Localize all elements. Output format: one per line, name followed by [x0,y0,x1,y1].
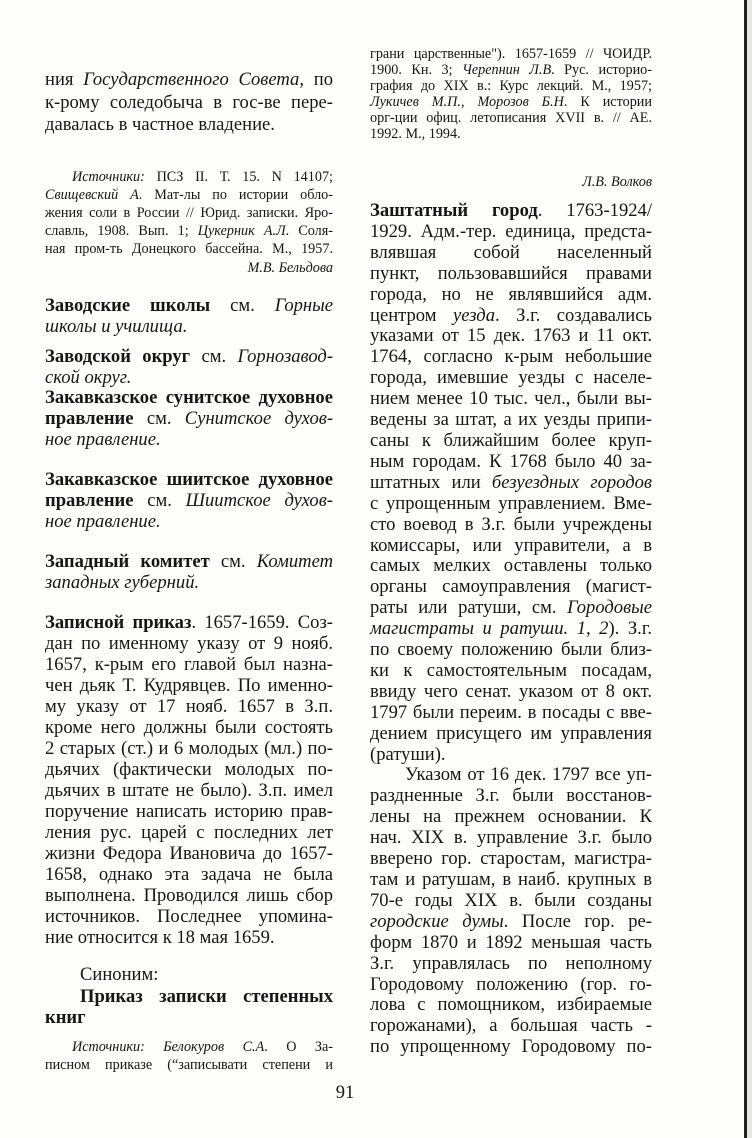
text-line [370,536,652,557]
italic-reference: Городовые [567,597,652,619]
text-line [370,452,652,473]
text-run: города, но не являвшийся адм. [370,283,652,305]
italic-reference: Источники: [72,169,145,185]
text-run: раздненные З.г. были восстанов- [370,785,652,807]
text-line [370,46,652,62]
text-line [45,717,333,738]
text-run: Синоним: [80,964,159,985]
italic-reference: ской округ. [45,367,132,388]
text-run: славль, 1908. Вып. 1; [45,223,198,239]
text-line [370,126,652,142]
text-line [45,240,333,258]
entry-term: Западный комитет [45,551,210,572]
text-line [370,264,652,285]
text-run: лены на прежнем основании. К [370,806,652,828]
text-run: . Рус. историо- [551,62,652,78]
italic-reference: школы и училища. [45,316,188,337]
italic-reference: ное правление. [45,511,161,532]
text-run: органы самоуправления (магист- [370,576,652,598]
text-line [370,975,652,996]
text-line [370,828,652,849]
text-line [370,661,652,682]
text-line [45,429,333,450]
text-line [45,346,333,367]
italic-reference: Комитет [256,551,334,572]
entry-shiit-pravlenie [45,469,333,532]
text-line [370,62,652,78]
text-line [45,675,333,696]
text-run: дьячих в штате не было). З.п. имел [45,780,333,801]
entry-term: правление [45,490,134,511]
text-line [370,243,652,264]
text-run: самых мелких оставлены только [370,555,652,577]
text-run: грани царственные"). 1657-1659 // ЧОИДР. [370,46,652,62]
text-line [370,431,652,452]
text-line [370,1037,652,1058]
text-line [45,801,333,822]
text-line [45,1038,333,1056]
text-run: там и ратушам, в наиб. крупных в [370,869,652,890]
text-run: влявшая собой населенный [370,241,652,263]
scan-margin [747,0,752,1138]
sources-paragraph [45,1038,333,1074]
text-run: форм 1870 и 1892 меньшая часть [370,931,652,953]
italic-reference: западных губерний. [45,572,200,593]
text-run: ления рус. царей с последних лет [45,822,333,843]
text-run: источников. Последнее упомина- [45,906,333,927]
italic-reference: Лукичев М.П. [370,94,461,110]
text-run: см. [133,490,186,511]
text-line [45,222,333,240]
text-line [45,114,333,137]
entry-zapisnoy-prikaz [45,612,333,948]
text-run: 1900. Кн. 3; [370,62,463,78]
italic-reference: Морозов Б.Н [477,94,564,110]
text-run: ). З.г. [608,618,652,640]
italic-reference: ное правление. [45,429,161,450]
text-run: чен дьяк Т. Кудрявцев. По именно- [45,675,333,696]
text-line [45,1056,333,1074]
text-run: см. [133,408,185,429]
text-run: писном приказе (“записывати степени и [45,1057,333,1073]
text-line [45,927,333,948]
text-run: комиссары, или управители, а в [370,534,652,556]
text-line [370,995,652,1016]
text-run: графия до XIX в.: Курс лекций. М., 1957; [370,78,652,94]
text-run: к-рому соледобыча в гос-ве пере- [45,91,333,113]
text-line [45,490,333,511]
synonym-label [45,964,333,985]
entry-term: Записной приказ [45,612,192,633]
text-run: ки к самостоятельным посадам, [370,659,652,681]
entry-zavodskoy-okrug [45,346,333,388]
author-signature: Л.В. Волков [582,174,652,190]
text-line [370,724,652,745]
text-run: ния [45,69,84,90]
text-run: 2 старых (ст.) и 6 молодых (мл.) по- [45,738,333,759]
text-run: кроме него должны были состоять [45,717,333,738]
entry-zapadny-komitet [45,551,333,593]
text-run: орг-ции офиц. летописания XVII в. // АЕ. [370,110,652,126]
text-run: ние относится к 18 мая 1659. [45,927,275,948]
text-line [45,168,333,186]
italic-reference: Источники: Белокуров С.А [72,1039,265,1055]
text-run: дьячих (фактически молодых по- [45,759,333,780]
text-line [45,316,333,337]
text-run: 1657, к-рым его главой был назна- [45,654,333,675]
text-line [45,633,333,654]
text-line [45,696,333,717]
entry-sunit-pravlenie [45,387,333,450]
text-run: . После гор. ре- [503,910,652,932]
text-line [370,849,652,870]
text-run: города, имевшие уезды с населе- [370,367,652,389]
text-run: . 1763-1924/ [537,200,652,221]
text-run: саны к ближайшим более круп- [370,429,652,451]
text-run: Городовому положению (гор. го- [370,973,652,995]
text-run: ным городам. К 1768 было 40 за- [370,450,652,472]
text-run: . К истории [563,94,652,110]
text-line [45,469,333,490]
text-run: жения соли в России // Юрид. записки. Яро- [45,205,333,221]
entry-term: Заштатный город [370,200,538,221]
text-run: горожанами), а большая часть - [370,1015,652,1037]
synonym-term [45,986,333,1028]
text-line [370,786,652,807]
text-run: . Соля- [285,223,333,239]
entry-zashtatny-gorod [370,201,652,1058]
text-line [45,387,333,408]
text-line [370,389,652,410]
text-run: нач. XIX в. управление З.г. было [370,827,652,849]
text-run: ная пром-ть Донецкого бассейна. М., 1957. [45,241,333,257]
text-line [370,110,652,126]
text-line [45,551,333,572]
text-run: 1658, однако эта задача не была [45,864,333,885]
text-line [370,556,652,577]
text-line [370,765,652,786]
text-run: по своему положению были близ- [370,639,652,661]
text-line [370,912,652,933]
entry-term: книг [45,1007,86,1028]
entry-term: Заводские школы [45,295,211,316]
text-line [370,285,652,306]
text-line [45,92,333,115]
text-run: ввиду чего сенат. указом от 8 окт. [370,680,652,702]
text-run: . Мат-лы по истории обло- [138,187,333,203]
text-run: 1929. Адм.-тер. единица, предста- [370,220,652,242]
text-run: нием менее 10 тыс. чел., были вы- [370,388,652,410]
text-line [45,367,333,388]
italic-reference: городские думы [370,910,504,932]
text-run: пункт, пользовавшийся правами [370,262,652,284]
text-run: му указу от 17 нояб. 1657 в З.п. [45,696,333,717]
text-line [370,577,652,598]
text-line [45,759,333,780]
text-run: , [460,94,478,110]
text-line [45,738,333,759]
text-line [370,954,652,975]
text-run: указами от 15 дек. 1763 и 11 окт. [370,325,652,347]
text-line [45,1007,333,1028]
text-run: 1797 были переим. в посады с вве- [370,701,652,723]
text-line [370,703,652,724]
text-run: сто воевод в З.г. были учреждены [370,513,652,535]
text-run: 1764, согласно к-рым небольшие [370,346,652,368]
text-line [370,78,652,94]
text-line [370,306,652,327]
text-run: выполнена. Проводился лишь сбор [45,885,333,906]
text-run: 70-е годы XIX в. были созданы [370,889,652,911]
text-line [370,515,652,536]
author-signature: М.В. Бельдова [247,260,333,276]
entry-term: Заводской округ [45,346,191,367]
italic-reference: Свищевский А [45,187,139,203]
sources-paragraph [45,168,333,258]
text-run: , по [299,69,333,90]
entry-zavodskie-shkoly [45,295,333,337]
sources-continuation [370,46,652,142]
italic-reference: Государственного Совета [83,69,300,90]
text-line [370,94,652,110]
text-run: . 1657-1659. Соз- [191,612,333,633]
text-run: поручение написать историю прав- [45,801,333,822]
text-run: штатных или [370,471,492,493]
italic-reference: Шиитское духов- [185,490,333,511]
text-line [45,511,333,532]
italic-reference: Цукерник А.Л [197,223,286,239]
text-run: раты или ратуши, см. [370,597,568,619]
italic-reference: магистраты и ратуши. 1, 2 [370,618,609,640]
entry-term: Закавказское сунитское духовное [45,387,333,408]
text-line [370,640,652,661]
text-run: . З.г. создавались [495,304,652,326]
text-run: ведены за штат, а их уезды припи- [370,409,652,431]
text-run: лова с помощником, избираемые [370,994,652,1016]
text-run: З.г. управлялась по неполному [370,952,652,974]
text-line [370,410,652,431]
text-line [370,326,652,347]
text-line [370,598,652,619]
text-line [370,870,652,891]
text-line [45,780,333,801]
text-run: см. [209,551,257,572]
text-line [370,347,652,368]
italic-reference: Черепнин Л.В [462,62,552,78]
text-line [45,408,333,429]
text-line [370,891,652,912]
entry-continuation [45,69,333,137]
text-run: Указом от 16 дек. 1797 все уп- [405,764,652,786]
text-line [370,1016,652,1037]
text-line [45,843,333,864]
text-line [45,885,333,906]
entry-term: Закавказское шиитское духовное [45,469,333,490]
text-run: по упрощенному Городовому по- [370,1036,652,1058]
text-line [45,204,333,222]
text-line [45,612,333,633]
text-line [45,864,333,885]
text-line [370,682,652,703]
entry-term: Приказ записки степенных [80,986,333,1007]
text-line [45,69,333,92]
text-run: дением присущего им управления [370,722,652,744]
entry-term: правление [45,408,134,429]
text-run: ПСЗ II. Т. 15. N 14107; [144,169,333,185]
text-line [370,201,652,222]
italic-reference: безуездных городов [491,471,652,493]
text-line [45,295,333,316]
text-line [370,473,652,494]
text-line [370,619,652,640]
text-run: см. [190,346,238,367]
italic-reference: Горные [274,295,333,316]
text-run: 1992. М., 1994. [370,126,461,142]
text-line [370,933,652,954]
text-run: . О За- [264,1039,334,1055]
text-line [45,186,333,204]
text-run: см. [210,295,275,316]
text-line [45,986,333,1007]
text-line [370,807,652,828]
text-run: жизни Федора Ивановича до 1657- [45,843,333,864]
text-line [370,745,652,766]
italic-reference: Сунитское духов- [184,408,334,429]
text-line [370,494,652,515]
text-line [45,654,333,675]
text-line [45,822,333,843]
text-run: центром [370,304,454,326]
text-run: с упрощенным управлением. Вме- [370,492,652,514]
text-run: вверено гор. старостам, магистра- [370,848,652,870]
text-line [45,906,333,927]
page-number: 91 [335,1082,355,1103]
text-line [45,964,333,985]
text-run: давалась в частное владение. [45,114,275,135]
text-line [370,368,652,389]
text-line [370,222,652,243]
italic-reference: уезда [453,304,495,326]
text-run: (ратуши). [370,743,446,765]
text-line [45,572,333,593]
italic-reference: Горнозавод- [237,346,334,367]
text-run: дан по именному указу от 9 нояб. [45,633,333,654]
